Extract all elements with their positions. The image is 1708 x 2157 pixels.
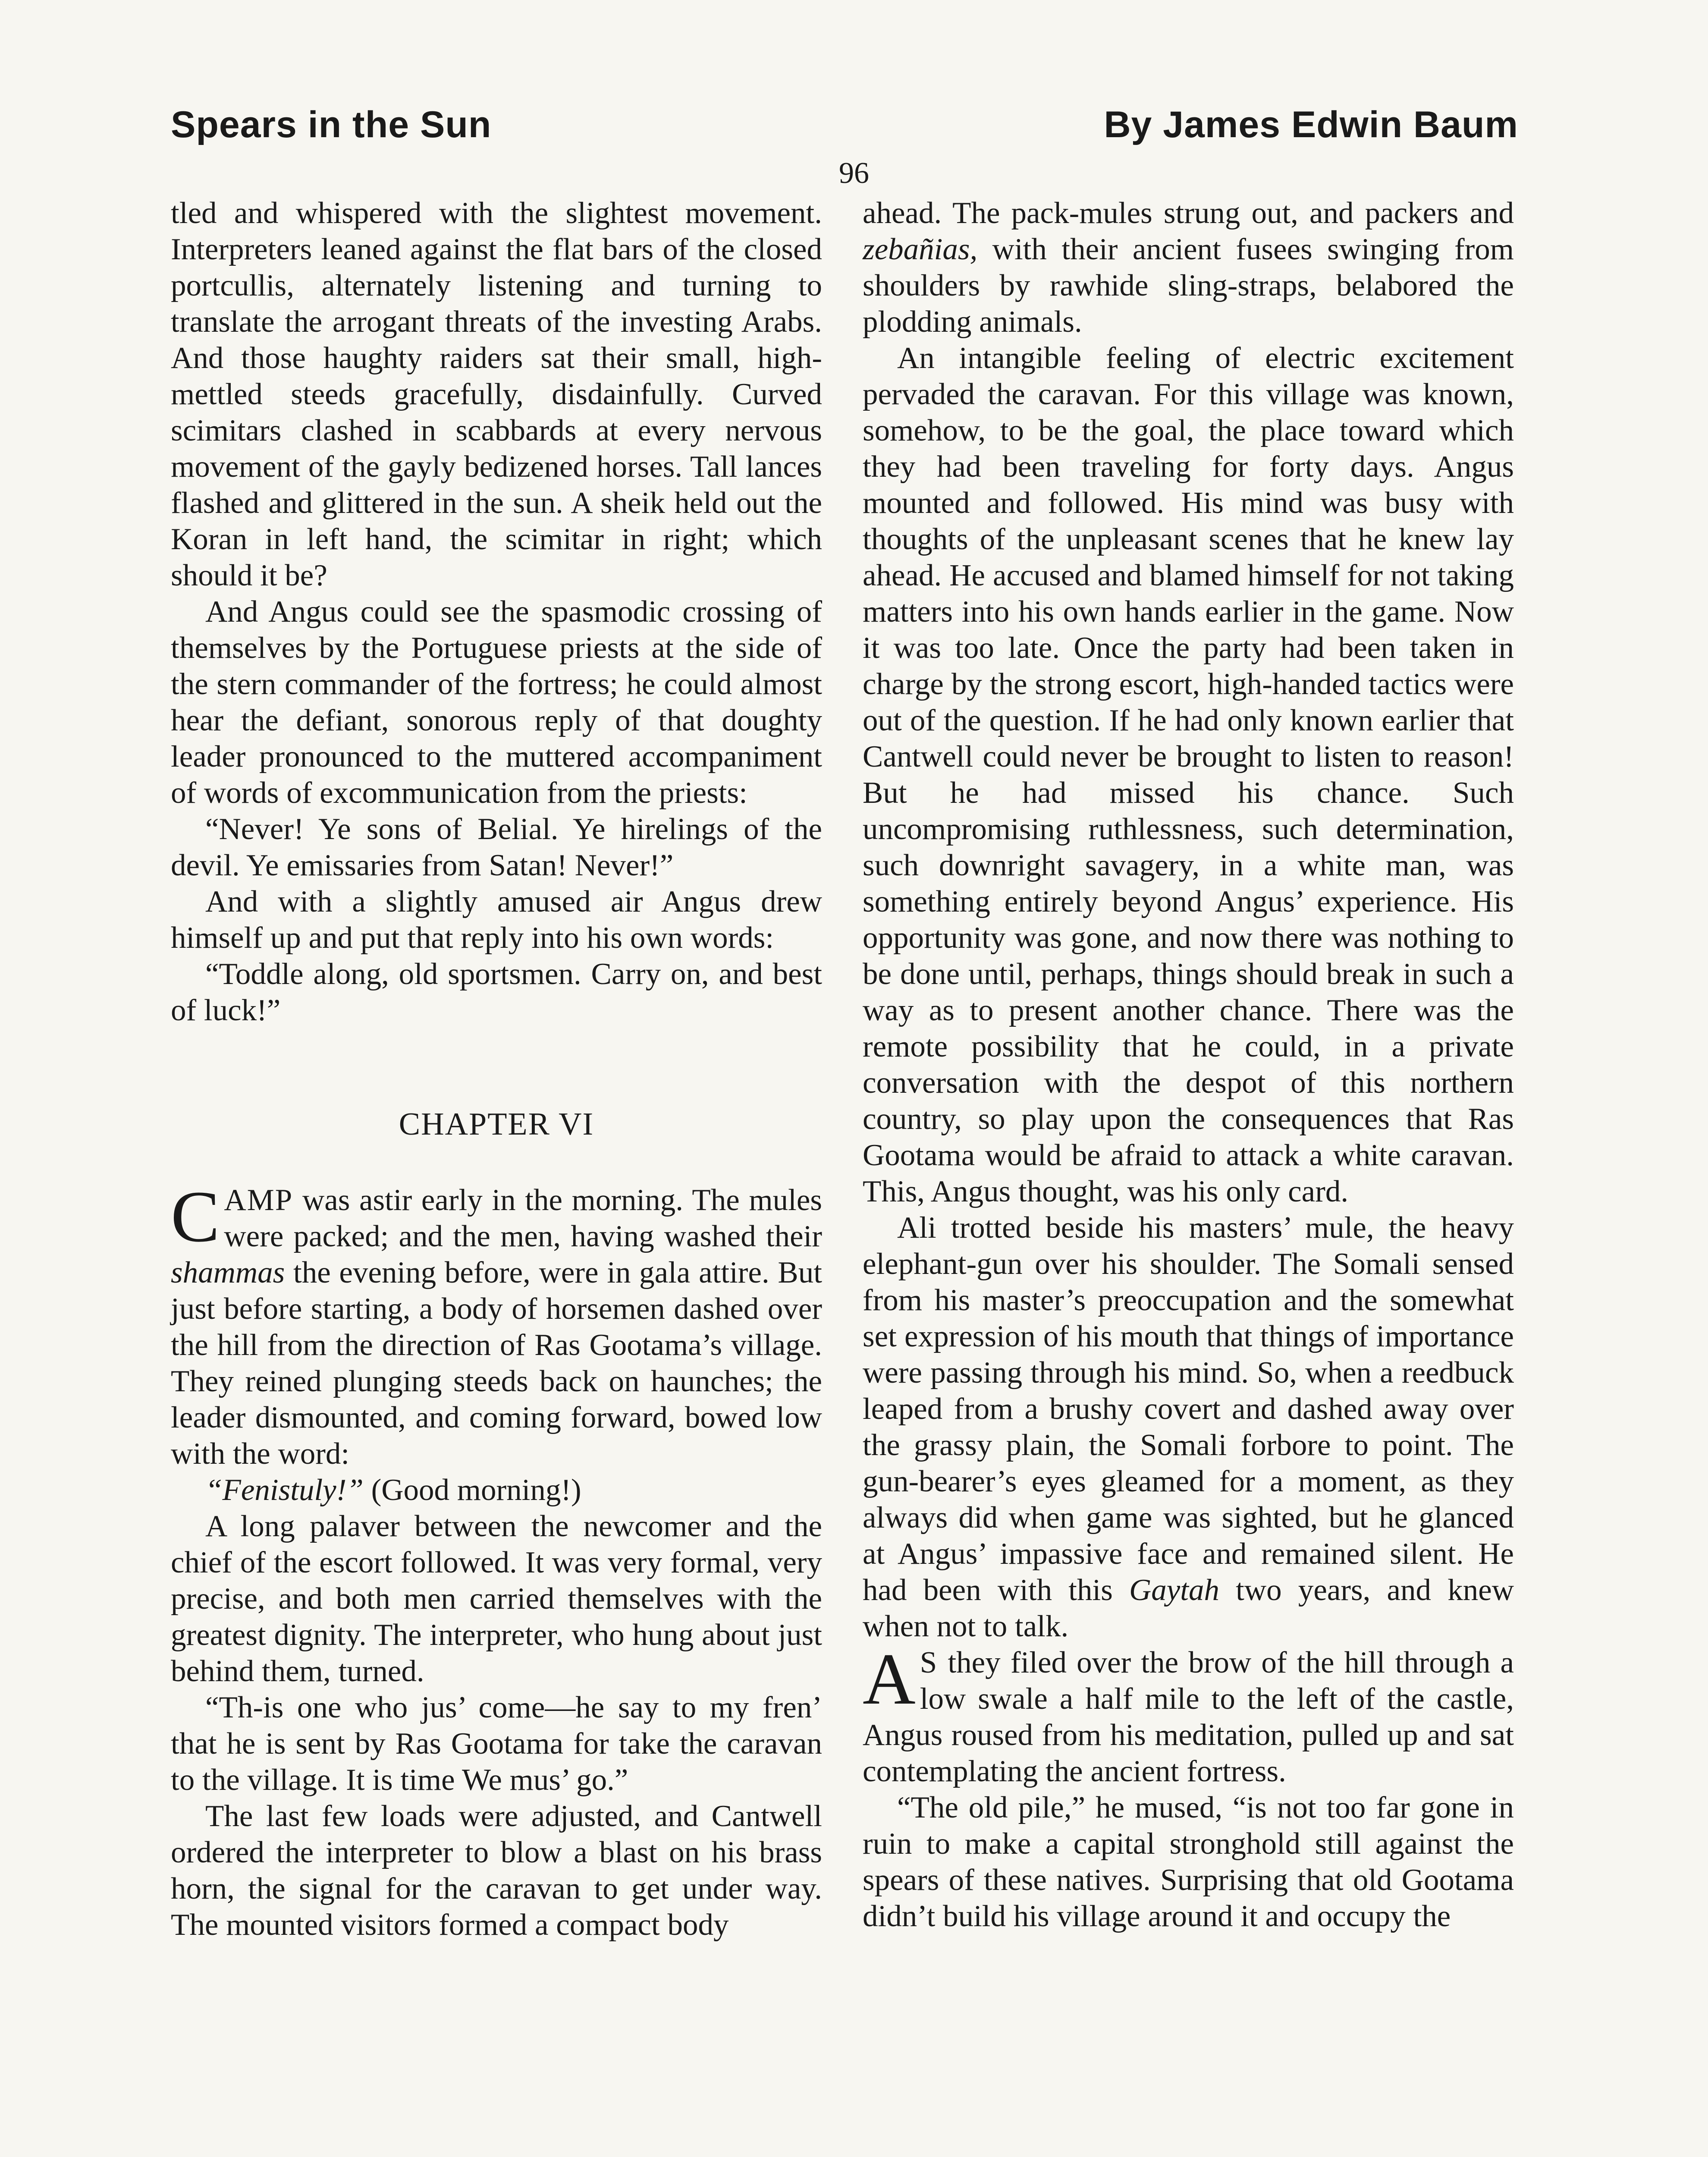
paragraph: tled and whispered with the slightest movement. Interpreters leaned against the flat bars of the closed portcullis, alternately listening and turning to translate the arrogant threats of the investing Arabs. And those haughty raiders sat their small, high-mettled steeds gracefully, disdainfully. Curved scimitars clashed in scabbards at every nervous movement of the gayly bedizened horses. Tall lances flashed and glittered in the sun. A sheik held out the Koran in left hand, the scimitar in right; which should it be? [171, 196, 822, 592]
paragraph: And Angus could see the spasmodic crossing of themselves by the Portuguese priests at the side of the stern commander of the fortress; he could almost hear the defiant, sonorous reply of that doughty leader pronounced to the muttered accompaniment of words of excommunication from the priests: [171, 595, 822, 810]
right-column [863, 195, 1514, 1934]
author-byline: By James Edwin Baum [1104, 104, 1518, 145]
section-opening-paragraph [863, 1638, 1514, 1789]
drop-cap: A [863, 1638, 916, 1720]
italic-word: Gaytah [1129, 1573, 1219, 1607]
paragraph-text: ahead. The pack-mules strung out, and packers and [863, 196, 1514, 230]
paragraph-text: two years, and knew when not to talk. [863, 1573, 1514, 1643]
chapter-heading: CHAPTER VI [399, 1107, 594, 1142]
paragraph-text: with their ancient fusees swinging from shoulders by rawhide sling-straps, belabored the plodding animals. [863, 233, 1514, 339]
paragraph-text: was astir early in the morning. The mules were packed; and the men, having washed their [224, 1183, 822, 1253]
italic-word: shammas [171, 1256, 285, 1289]
paragraph-text: they filed over the brow of the hill through a low swale a half mile to the left of the castle, Angus roused from his meditation, pulled up and sat contemplating the ancient fortress. [863, 1646, 1514, 1788]
story-title: Spears in the Sun [171, 104, 492, 145]
italic-word: zebañias, [863, 233, 978, 266]
paragraph [863, 195, 1514, 340]
paragraph: “Toddle along, old sportsmen. Carry on, and best of luck!” [171, 957, 822, 1027]
paragraph: An intangible feeling of electric excitement pervaded the caravan. For this village was known, somehow, to be the goal, the place toward which they had been traveling for forty days. Angus mounted and followed. His mind was busy with thoughts of the unpleasant scenes that he knew lay ahead. He accused and blamed himself for not taking matters into his own hands earlier in the game. Now it was too late. Once the party had been taken in charge by the strong escort, high-handed tactics were out of the question. If he had only known earlier that Cantwell could never be brought to listen to reason! But he had missed his chance. Such uncompromising ruthlessness, such determination, such downright savagery, in a white man, was something entirely beyond Angus’ experience. His opportunity was gone, and now there was nothing to be done until, perhaps, things should break in such a way as to present another chance. There was the remote possibility that he could, in a private conversation with the despot of this northern country, so play upon the consequences that Ras Gootama would be afraid to attack a white caravan. This, Angus thought, was his only card. [863, 341, 1514, 1208]
paragraph-text: the evening before, were in gala attire. But just before starting, a body of horsemen dashed over the hill from the direction of Ras Gootama’s village. They reined plunging steeds back on haunches; the leader dismounted, and coming forward, bowed low with the word: [171, 1256, 822, 1471]
paragraph-text: Ali trotted beside his masters’ mule, the heavy elephant-gun over his shoulder. The Somali sensed from his master’s preoccupation and the somewhat set expression of his mouth that things of importance were passing through his mind. So, when a reedbuck leaped from a brushy covert and dashed away over the grassy plain, the Somali forbore to point. The gun-bearer’s eyes gleamed for a moment, as they always did when game was sighted, but he glanced at Angus’ impassive face and remained silent. He had been with this [863, 1211, 1514, 1607]
paragraph: “The old pile,” he mused, “is not too far gone in ruin to make a capital stronghold still against the spears of these natives. Surprising that old Gootama didn’t build his village around it and occupy the [863, 1791, 1514, 1933]
paragraph: “Th-is one who jus’ come—he say to my fren’ that he is sent by Ras Gootama for take the caravan to the village. It is time We mus’ go.” [171, 1691, 822, 1797]
small-caps-text: S [920, 1646, 938, 1679]
chapter-opening-paragraph [171, 1176, 822, 1472]
paragraph: And with a slightly amused air Angus drew himself up and put that reply into his own words: [171, 885, 822, 955]
page-number: 96 [839, 157, 869, 190]
italic-word: “Fenistuly!” [205, 1473, 364, 1507]
drop-cap: C [171, 1176, 220, 1257]
paragraph: “Never! Ye sons of Belial. Ye hirelings of the devil. Ye emissaries from Satan! Never!” [171, 812, 822, 882]
paragraph [863, 1210, 1514, 1644]
paragraph-text: (Good morning!) [363, 1473, 581, 1507]
paragraph: The last few loads were adjusted, and Cantwell ordered the interpreter to blow a blast on his brass horn, the signal for the caravan to get under way. The mounted visitors formed a compact body [171, 1799, 822, 1942]
small-caps-text: AMP [224, 1183, 293, 1217]
paragraph: A long palaver between the newcomer and the chief of the escort followed. It was very formal, very precise, and both men carried themselves with the greatest dignity. The interpreter, who hung about just behind them, turned. [171, 1509, 822, 1688]
paragraph [171, 1472, 822, 1508]
left-column [171, 195, 822, 1943]
